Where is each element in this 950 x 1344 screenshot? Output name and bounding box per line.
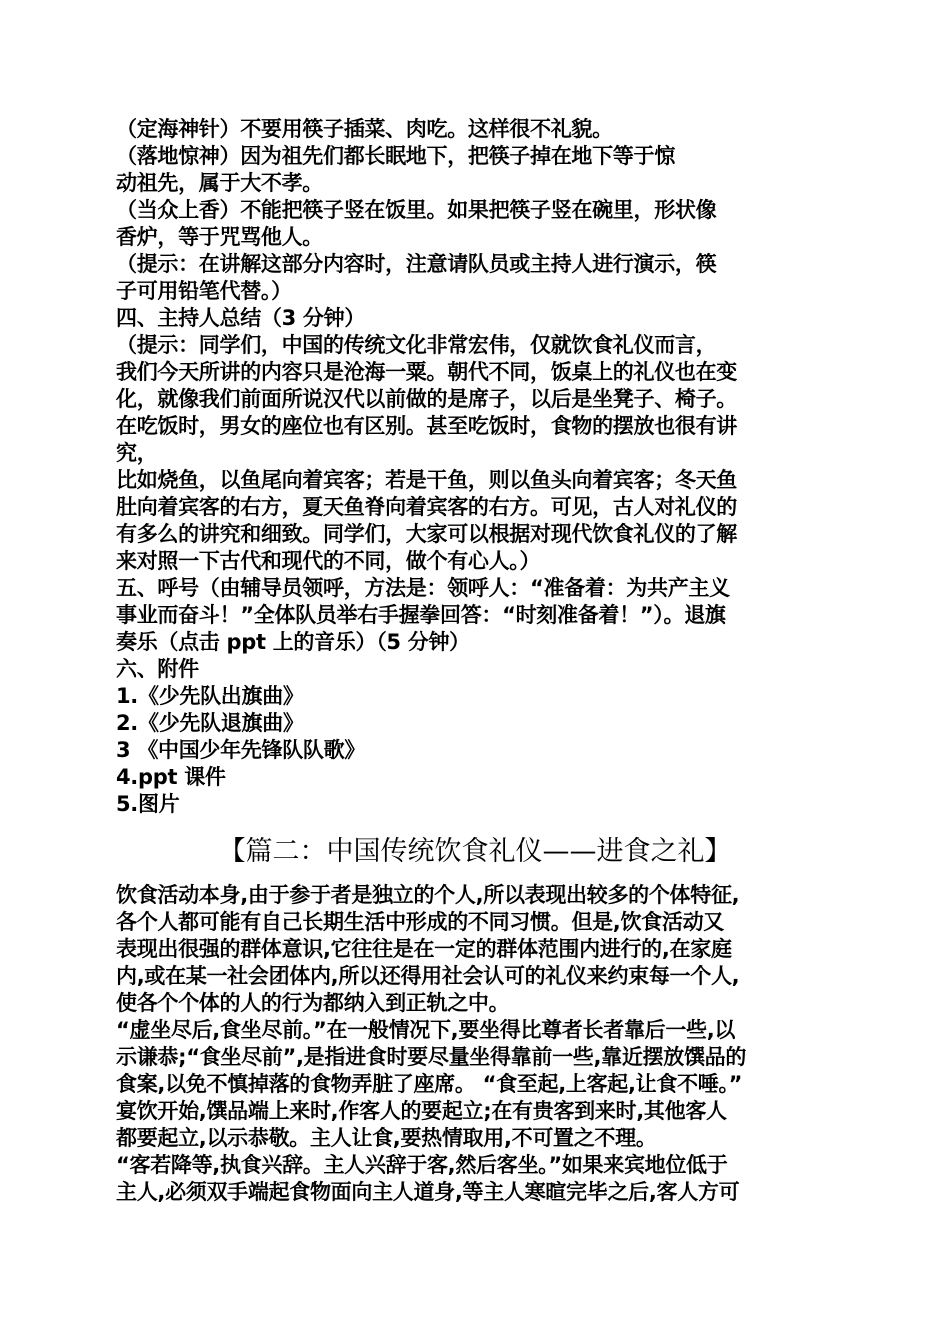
text-line: 主人,必须双手端起食物面向主人道身,等主人寒暄完毕之后,客人方可 bbox=[116, 1180, 740, 1204]
text-line: （当众上香）不能把筷子竖在饭里。如果把筷子竖在碗里，形状像 bbox=[116, 198, 717, 222]
attachment-item: 2.《少先队退旗曲》 bbox=[116, 711, 304, 735]
attachment-item: 5.图片 bbox=[116, 792, 180, 816]
text-line: 事业而奋斗！”全体队员举右手握拳回答：“时刻准备着！”）。退旗 bbox=[116, 603, 726, 627]
text-line: 香炉，等于咒骂他人。 bbox=[116, 225, 323, 249]
text-line: 食案,以免不慎掉落的食物弄脏了座席。 “食至起,上客起,让食不唾。” bbox=[116, 1072, 743, 1096]
attachment-item: 4.ppt 课件 bbox=[116, 765, 226, 789]
text-line: “虚坐尽后,食坐尽前。”在一般情况下,要坐得比尊者长者靠后一些,以 bbox=[116, 1018, 736, 1042]
text-line: 子可用铅笔代替。） bbox=[116, 279, 292, 303]
text-line: （定海神针）不要用筷子插菜、肉吃。这样很不礼貌。 bbox=[116, 117, 613, 141]
text-line: 内,或在某一社会团体内,所以还得用社会认可的礼仪来约束每一个人, bbox=[116, 964, 740, 988]
text-line: 都要起立,以示恭敬。主人让食,要热情取用,不可置之不理。 bbox=[116, 1126, 657, 1150]
text-line: 宴饮开始,馔品端上来时,作客人的要起立;在有贵客到来时,其他客人 bbox=[116, 1099, 727, 1123]
text-line: （提示：在讲解这部分内容时，注意请队员或主持人进行演示，筷 bbox=[116, 252, 717, 276]
text-line: 究， bbox=[116, 441, 158, 465]
text-line: 我们今天所讲的内容只是沧海一粟。朝代不同，饭桌上的礼仪也在变 bbox=[116, 360, 737, 384]
section-one-text bbox=[116, 116, 838, 818]
text-line: 比如烧鱼，以鱼尾向着宾客；若是干鱼，则以鱼头向着宾客；冬天鱼 bbox=[116, 468, 737, 492]
text-line: （提示：同学们，中国的传统文化非常宏伟，仅就饮食礼仪而言， bbox=[116, 333, 717, 357]
text-line: 各个人都可能有自己长期生活中形成的不同习惯。但是,饮食活动又 bbox=[116, 910, 724, 934]
text-line: 奏乐（点击 ppt 上的音乐）（5 分钟） bbox=[116, 630, 470, 654]
text-line: （落地惊神）因为祖先们都长眠地下，把筷子掉在地下等于惊 bbox=[116, 144, 675, 168]
section-two-text bbox=[116, 882, 838, 1206]
section-heading-attachments: 六、附件 bbox=[116, 657, 199, 681]
text-line: 饮食活动本身,由于参于者是独立的个人,所以表现出较多的个体特征, bbox=[116, 883, 740, 907]
text-line: “客若降等,执食兴辞。主人兴辞于客,然后客坐。”如果来宾地位低于 bbox=[116, 1153, 728, 1177]
section-heading-slogan: 五、呼号（由辅导员领呼，方法是：领呼人：“准备着：为共产主义 bbox=[116, 576, 730, 600]
attachment-item: 1.《少先队出旗曲》 bbox=[116, 684, 304, 708]
section-heading-summary: 四、主持人总结（3 分钟） bbox=[116, 306, 366, 330]
text-line: 肚向着宾客的右方，夏天鱼脊向着宾客的右方。可见，古人对礼仪的 bbox=[116, 495, 737, 519]
article-heading: 【篇二：中国传统饮食礼仪——进食之礼】 bbox=[218, 836, 732, 867]
attachment-item: 3 《中国少年先锋队队歌》 bbox=[116, 738, 366, 762]
text-line: 有多么的讲究和细致。同学们，大家可以根据对现代饮食礼仪的了解 bbox=[116, 522, 737, 546]
text-line: 表现出很强的群体意识,它往往是在一定的群体范围内进行的,在家庭 bbox=[116, 937, 732, 961]
text-line: 动祖先，属于大不孝。 bbox=[116, 171, 323, 195]
text-line: 使各个个体的人的行为都纳入到正轨之中。 bbox=[116, 991, 510, 1015]
text-line: 在吃饭时，男女的座位也有区别。甚至吃饭时，食物的摆放也很有讲 bbox=[116, 414, 737, 438]
text-line: 化，就像我们前面所说汉代以前做的是席子，以后是坐凳子、椅子。 bbox=[116, 387, 737, 411]
text-line: 示谦恭;“食坐尽前”,是指进食时要尽量坐得靠前一些,靠近摆放馔品的 bbox=[116, 1045, 747, 1069]
text-line: 来对照一下古代和现代的不同，做个有心人。） bbox=[116, 549, 541, 573]
